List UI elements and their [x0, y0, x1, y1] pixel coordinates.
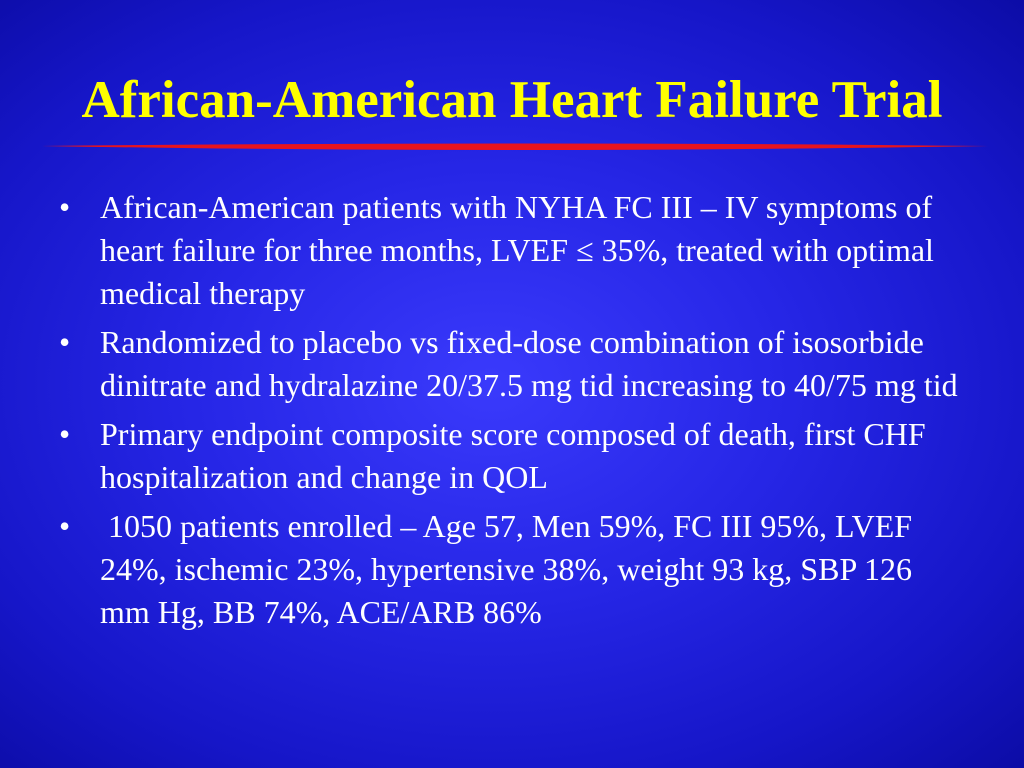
- slide-title: African-American Heart Failure Trial: [81, 71, 943, 129]
- bullet-text: Primary endpoint composite score composed of death, first CHF hospitalization and change in QOL: [100, 416, 926, 495]
- bullet-icon: •: [59, 189, 71, 225]
- bullet-icon: •: [59, 324, 71, 360]
- bullet-text: African-American patients with NYHA FC III – IV symptoms of heart failure for three months, LVEF ≤ 35%, treated with optimal medical therapy: [100, 189, 934, 311]
- bullet-item: [59, 186, 959, 315]
- bullet-text: 1050 patients enrolled – Age 57, Men 59%, FC III 95%, LVEF 24%, ischemic 23%, hypertensive 38%, weight 93 kg, SBP 126 mm Hg, BB 74%, ACE/ARB 86%: [100, 508, 921, 630]
- bullet-item: [59, 321, 959, 407]
- bullet-icon: •: [59, 416, 71, 452]
- bullet-text: Randomized to placebo vs fixed-dose combination of isosorbide dinitrate and hydralazine 20/37.5 mg tid increasing to 40/75 mg tid: [100, 324, 958, 403]
- bullet-icon: •: [59, 508, 71, 544]
- bullet-list: [59, 186, 959, 640]
- title-underline: [40, 138, 990, 158]
- bullet-item: [59, 505, 959, 634]
- bullet-item: [59, 413, 959, 499]
